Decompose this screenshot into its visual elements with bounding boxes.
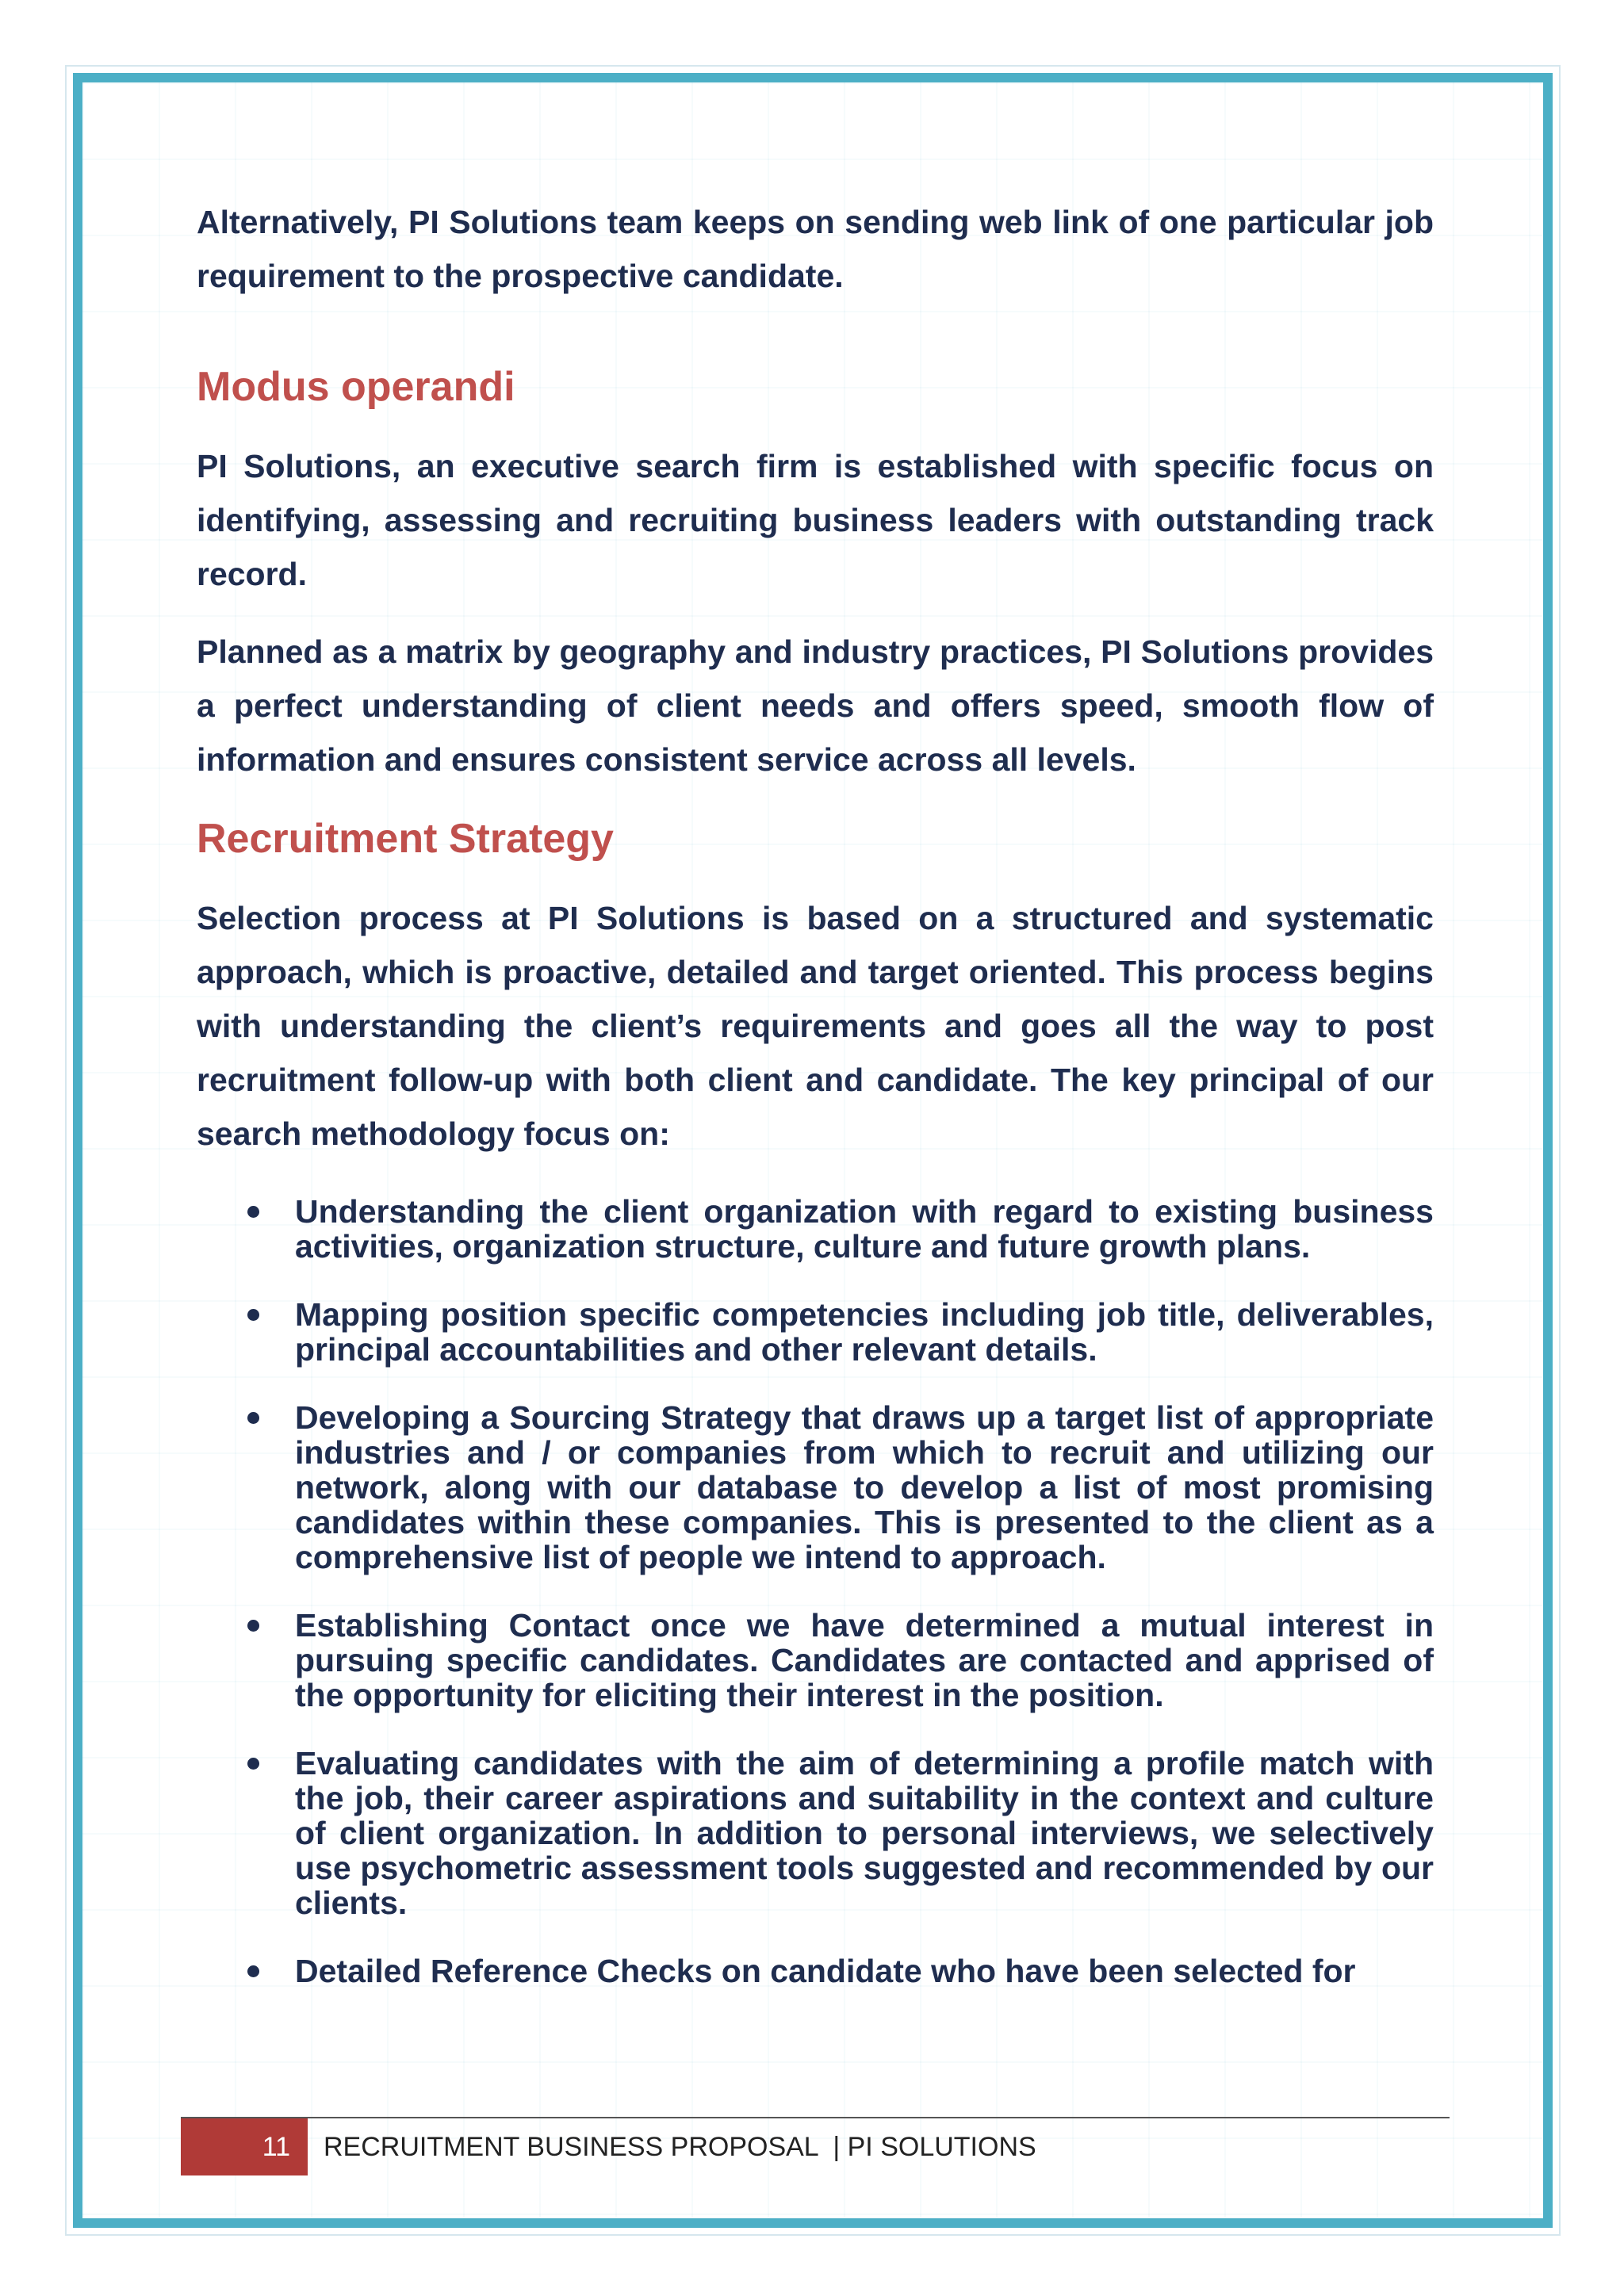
list-item-text: Establishing Contact once we have determined a mutual interest in pursuing specific candidates. Candidates are contacted and apprised of the opportunity for eliciting their interest in the position. [295, 1607, 1434, 1713]
list-item [197, 1608, 1434, 1712]
list-item-text: Developing a Sourcing Strategy that draws up a target list of appropriate industries and / or companies from which to recruit and utilizing our network, along with our database to develop a list of most promising candidates within these companies. This is presented to the client as a comprehensive list of people we intend to approach. [295, 1399, 1434, 1575]
list-item-text: Detailed Reference Checks on candidate who have been selected for [295, 1953, 1356, 1989]
bullet-icon [247, 1412, 259, 1424]
heading-modus-operandi: Modus operandi [197, 364, 515, 410]
list-item-text: Mapping position specific competencies including job title, deliverables, principal accountabilities and other relevant details. [295, 1296, 1434, 1368]
heading-recruitment-strategy: Recruitment Strategy [197, 816, 614, 862]
bullet-icon [247, 1620, 259, 1632]
intro-paragraph: Alternatively, PI Solutions team keeps on sending web link of one particular job requirement to the prospective candidate. [197, 204, 1434, 294]
bullet-icon [247, 1309, 259, 1321]
list-item [197, 1400, 1434, 1575]
methodology-list [197, 1194, 1434, 1988]
list-item [197, 1297, 1434, 1367]
page-number-badge: 11 [181, 2118, 308, 2175]
strategy-paragraph: Selection process at PI Solutions is based on a structured and systematic approach, which is proactive, detailed and target oriented. This process begins with understanding the client’s requirements and goes all the way to post recruitment follow-up with both client and candidate. The key principal of our search methodology focus on: [197, 900, 1434, 1152]
modus-paragraph-2: Planned as a matrix by geography and industry practices, PI Solutions provides a perfect understanding of client needs and offers speed, smooth flow of information and ensures consistent service across all levels. [197, 633, 1434, 778]
footer-title: RECRUITMENT BUSINESS PROPOSAL | PI SOLUTIONS [324, 2132, 1036, 2162]
list-item-text: Understanding the client organization with regard to existing business activities, organization structure, culture and future growth plans. [295, 1193, 1434, 1265]
list-item [197, 1194, 1434, 1264]
page-content [197, 195, 1434, 2022]
modus-paragraph-1: PI Solutions, an executive search firm is established with specific focus on identifying, assessing and recruiting business leaders with outstanding track record. [197, 448, 1434, 592]
list-item [197, 1746, 1434, 1920]
list-item-text: Evaluating candidates with the aim of determining a profile match with the job, their career aspirations and suitability in the context and culture of client organization. In addition to personal interviews, we selectively use psychometric assessment tools suggested and recommended by our clients. [295, 1745, 1434, 1921]
bullet-icon [247, 1758, 259, 1770]
bullet-icon [247, 1206, 259, 1218]
list-item [197, 1954, 1434, 1988]
bullet-icon [247, 1965, 259, 1977]
